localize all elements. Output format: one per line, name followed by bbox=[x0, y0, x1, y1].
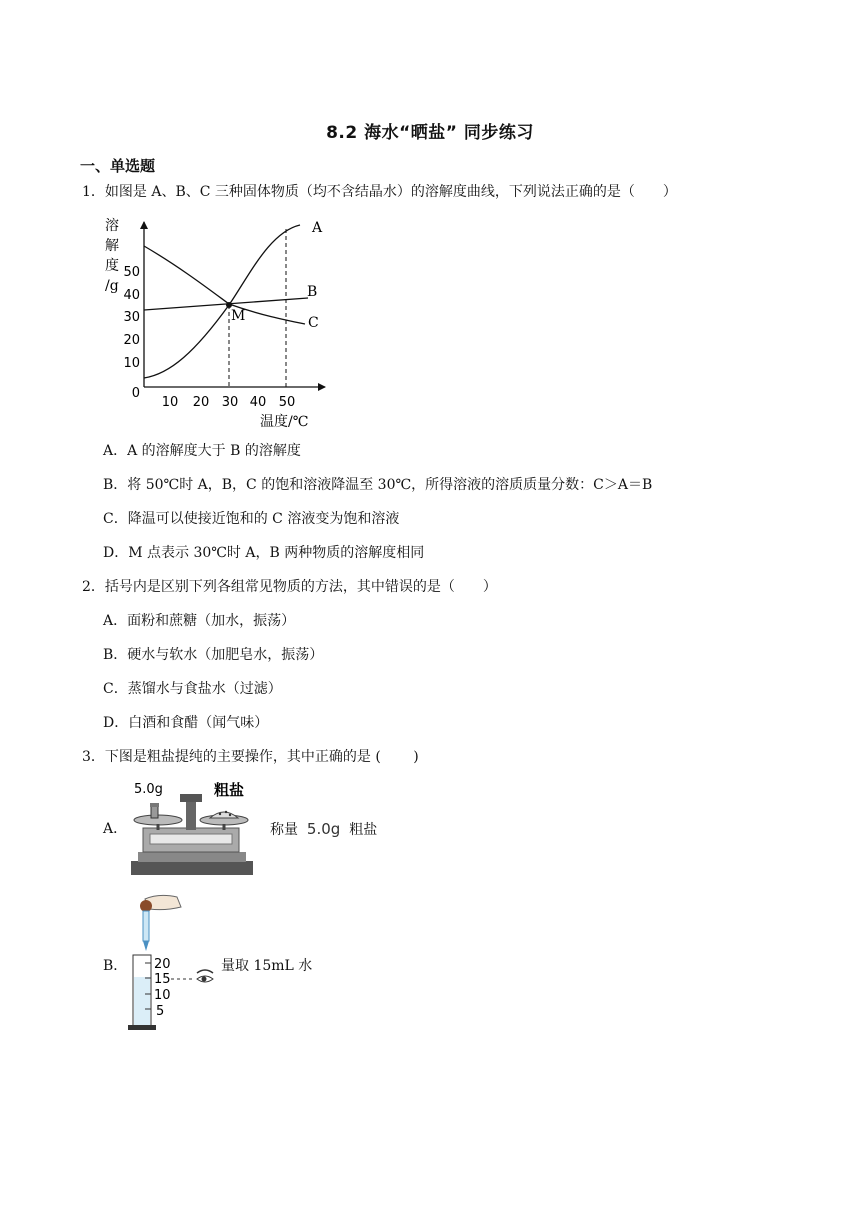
x-tick-label: 50 bbox=[278, 395, 296, 410]
weight-block bbox=[151, 806, 158, 818]
y-label-char: 溶 bbox=[105, 218, 119, 234]
salt-label: 粗盐 bbox=[214, 781, 245, 799]
curve-a bbox=[144, 225, 300, 378]
dropper-tube bbox=[143, 911, 149, 941]
x-tick-label: 10 bbox=[161, 395, 179, 410]
scale-label: 15 bbox=[154, 972, 171, 987]
option-a-caption bbox=[270, 819, 377, 840]
y-tick-label: 50 bbox=[123, 265, 140, 280]
cylinder-base bbox=[128, 1025, 156, 1030]
question-2-option-c[interactable]: C．蒸馏水与食盐水（过滤） bbox=[103, 681, 282, 697]
solubility-curve-chart bbox=[100, 212, 340, 434]
question-1-option-c[interactable]: C．降温可以使接近饱和的 C 溶液变为饱和溶液 bbox=[103, 511, 400, 527]
scale-label: 10 bbox=[154, 988, 171, 1003]
balance-top bbox=[180, 794, 202, 802]
y-label-char: 解 bbox=[105, 238, 119, 254]
question-2-stem: 2．括号内是区别下列各组常见物质的方法，其中错误的是（ ） bbox=[82, 579, 497, 595]
scale-label: 20 bbox=[154, 957, 171, 972]
y-label-char: 度 bbox=[105, 258, 119, 274]
question-3-option-a-letter[interactable]: A． bbox=[103, 821, 128, 837]
balance-base bbox=[131, 861, 253, 875]
weight-label: 5.0g bbox=[134, 782, 163, 797]
point-m-label: M bbox=[231, 308, 246, 324]
x-axis-label: 温度/℃ bbox=[260, 414, 309, 430]
question-1-option-d[interactable]: D．M 点表示 30℃时 A，B 两种物质的溶解度相同 bbox=[103, 545, 425, 561]
curve-b-label: B bbox=[307, 284, 318, 300]
question-2-option-a[interactable]: A．面粉和蔗糖（加水，振荡） bbox=[103, 613, 296, 629]
scale-label: 5 bbox=[156, 1004, 165, 1019]
eyebrow bbox=[197, 970, 213, 973]
x-tick-label: 20 bbox=[192, 395, 210, 410]
y-tick-label: 0 bbox=[131, 386, 140, 401]
balance-beam-scale bbox=[150, 834, 232, 844]
cylinder-liquid bbox=[134, 977, 150, 1025]
caption-pre: 称量 bbox=[270, 822, 298, 838]
x-tick-label: 30 bbox=[221, 395, 239, 410]
question-1-stem: 1．如图是 A、B、C 三种固体物质（均不含结晶水）的溶解度曲线，下列说法正确的是（ ） bbox=[82, 184, 677, 200]
page-title: 8.2 海水“晒盐” 同步练习 bbox=[326, 123, 534, 143]
y-tick-label: 10 bbox=[123, 356, 140, 371]
curve-c bbox=[144, 246, 305, 324]
caption-value: 5.0g bbox=[306, 820, 341, 838]
dropper-tip bbox=[143, 941, 149, 951]
section-heading: 一、单选题 bbox=[80, 157, 156, 175]
question-2-option-d[interactable]: D．白酒和食醋（闻气味） bbox=[103, 715, 269, 731]
y-tick-label: 40 bbox=[123, 288, 140, 303]
caption-post: 粗盐 bbox=[349, 822, 378, 838]
salt-pile bbox=[210, 812, 238, 818]
question-3-option-b-letter[interactable]: B． bbox=[103, 958, 128, 974]
y-tick-label: 20 bbox=[123, 333, 140, 348]
dropper-bulb bbox=[140, 900, 152, 912]
curve-c-label: C bbox=[308, 315, 319, 331]
question-3-stem: 3．下图是粗盐提纯的主要操作，其中正确的是 ( ) bbox=[82, 749, 419, 765]
question-1-option-a[interactable]: A．A 的溶解度大于 B 的溶解度 bbox=[103, 443, 301, 459]
question-1-option-b[interactable]: B．将 50℃时 A，B，C 的饱和溶液降温至 30℃，所得溶液的溶质质量分数：C＞A＝B bbox=[103, 477, 653, 493]
balance-scale-illustration bbox=[128, 776, 258, 880]
y-tick-label: 30 bbox=[123, 310, 140, 325]
question-2-option-b[interactable]: B．硬水与软水（加肥皂水，振荡） bbox=[103, 647, 324, 663]
x-tick-label: 40 bbox=[249, 395, 267, 410]
y-label-char: /g bbox=[105, 278, 119, 294]
balance-post bbox=[186, 798, 196, 830]
curve-a-label: A bbox=[312, 220, 323, 236]
option-b-caption: 量取 15mL 水 bbox=[221, 958, 313, 974]
balance-plinth bbox=[138, 852, 246, 862]
graduated-cylinder-illustration bbox=[125, 893, 225, 1033]
